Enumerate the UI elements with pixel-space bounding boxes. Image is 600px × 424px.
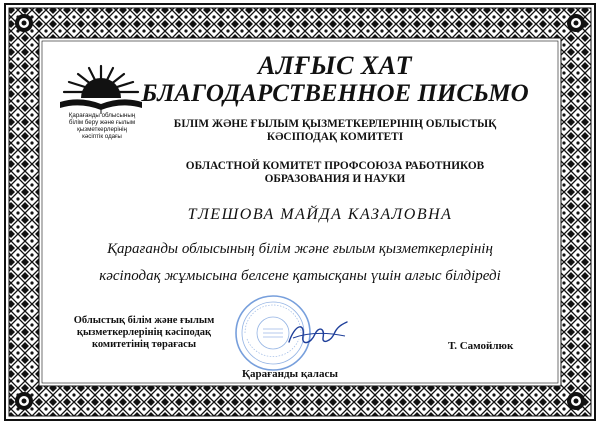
logo-caption bbox=[58, 112, 146, 140]
recipient-name: ТЛЕШОВА МАЙДА КАЗАЛОВНА bbox=[187, 206, 453, 223]
signatory-title-line: комитетінің төрағасы bbox=[91, 339, 197, 350]
signatory-title-line: Облыстық білім және ғылым bbox=[73, 315, 215, 326]
organization-russian bbox=[150, 160, 520, 186]
signatory-title-line: қызметкерлерінің кәсіподақ bbox=[76, 327, 212, 338]
logo-caption-line: қызметкерлерінің bbox=[77, 126, 127, 133]
title-kazakh: АЛҒЫС ХАТ bbox=[258, 51, 412, 80]
handwritten-signature bbox=[285, 316, 355, 352]
body-text-line: Қарағанды облысының білім және ғылым қызметкерлерінің bbox=[107, 241, 493, 257]
logo-caption-line: білім беру және ғылым bbox=[68, 119, 136, 126]
organization-kazakh bbox=[150, 118, 520, 144]
organization-line: КӘСІПОДАҚ КОМИТЕТІ bbox=[266, 131, 404, 143]
logo-caption-line: Қарағанды облысының bbox=[68, 112, 136, 119]
organization-line: БІЛІМ ЖӘНЕ ҒЫЛЫМ ҚЫЗМЕТКЕРЛЕРІНІҢ ОБЛЫСТЫҚ bbox=[173, 118, 497, 130]
union-logo bbox=[56, 62, 146, 154]
title-russian: БЛАГОДАРСТВЕННОЕ ПИСЬМО bbox=[141, 80, 529, 107]
organization-line: ОБРАЗОВАНИЯ И НАУКИ bbox=[264, 173, 406, 185]
logo-caption-line: кәсіптік одағы bbox=[82, 133, 122, 140]
organization-line: ОБЛАСТНОЙ КОМИТЕТ ПРОФСОЮЗА РАБОТНИКОВ bbox=[185, 160, 485, 172]
signatory-title bbox=[64, 315, 224, 351]
signatory-name: Т. Самойлюк bbox=[448, 340, 514, 352]
body-text-line: кәсіподақ жұмысына белсене қатысқаны үшін алғыс білдіреді bbox=[99, 268, 501, 284]
city-name: Қарағанды қаласы bbox=[242, 368, 338, 380]
